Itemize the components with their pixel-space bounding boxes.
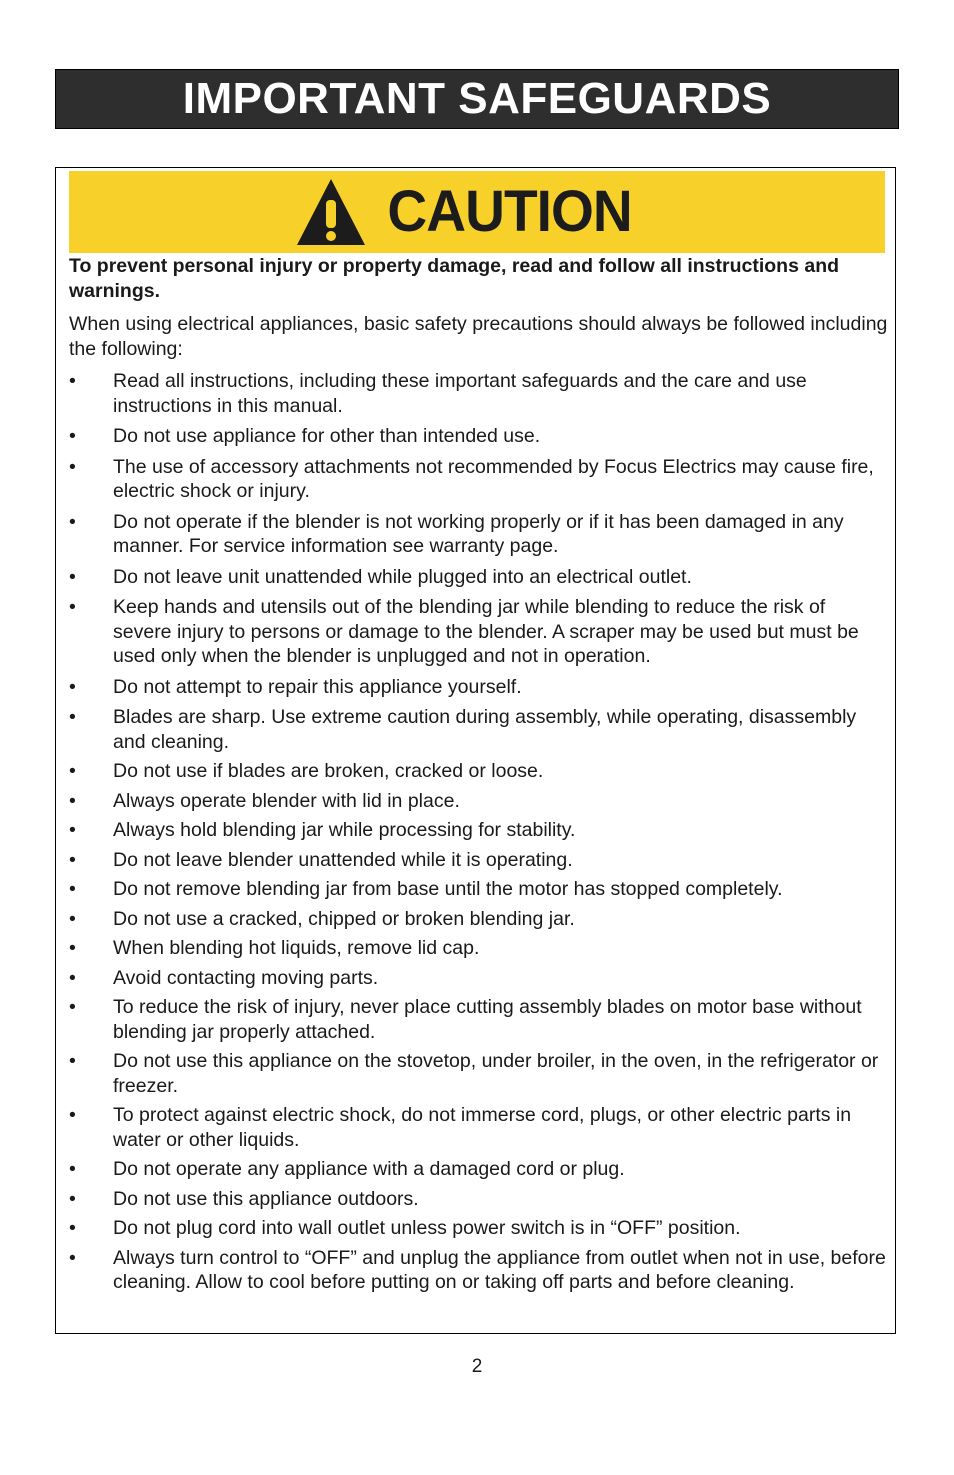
safeguards-list [69,369,889,1295]
bullet-mark: • [69,1104,76,1126]
list-item [69,907,889,932]
list-item [69,424,889,449]
list-item-text: The use of accessory attachments not recommended by Focus Electrics may cause fire, electric shock or injury. [113,455,874,502]
list-item [69,789,889,814]
list-item [69,995,889,1044]
bullet-mark: • [69,370,76,392]
list-item [69,877,889,902]
bullet-mark: • [69,455,76,478]
list-item [69,705,889,754]
bullet-mark: • [69,1187,76,1210]
list-item-text: Do not use this appliance on the stovetop, under broiler, in the oven, in the refrigerator or freezer. [113,1050,879,1097]
list-item-text: Avoid contacting moving parts. [113,966,379,989]
bullet-mark: • [69,907,76,930]
caution-inner [295,176,638,248]
bullet-mark: • [69,596,76,618]
list-item [69,675,889,700]
lead-warning: To prevent personal injury or property damage, read and follow all instructions and warnings. [69,255,840,302]
list-item [69,759,889,784]
list-item-text: When blending hot liquids, remove lid cap. [113,937,480,959]
list-item-text: Do not use a cracked, chipped or broken blending jar. [113,907,575,930]
list-item-text: Always turn control to “OFF” and unplug the appliance from outlet when not in use, before cleaning. Allow to cool before putting on or taking off parts and before cleaning. [113,1246,886,1293]
safeguards-box [55,167,896,1334]
list-item [69,1246,889,1295]
bullet-mark: • [69,1246,76,1269]
list-item [69,818,889,843]
list-item-text: Do not leave blender unattended while it is operating. [113,848,573,871]
list-item [69,565,889,590]
bullet-mark: • [69,675,76,698]
list-item-text: To reduce the risk of injury, never place cutting assembly blades on motor base without blending jar properly attached. [113,996,862,1043]
bullet-mark: • [69,1050,76,1072]
list-item [69,595,889,669]
bullet-mark: • [69,789,76,812]
list-item [69,936,889,961]
bullet-mark: • [69,425,76,447]
list-item [69,1157,889,1182]
intro-text: When using electrical appliances, basic safety precautions should always be followed including the following: [69,313,888,360]
title-bar [55,69,899,129]
list-item-text: Always hold blending jar while processing for stability. [113,819,576,841]
bullet-mark: • [69,760,76,782]
bullet-mark: • [69,937,76,959]
list-item-text: Do not remove blending jar from base until the motor has stopped completely. [113,878,783,900]
list-item-text: Do not use appliance for other than intended use. [113,425,541,447]
list-item-text: Do not use this appliance outdoors. [113,1187,419,1210]
list-item-text: Do not leave unit unattended while plugged into an electrical outlet. [113,565,692,588]
bullet-mark: • [69,878,76,900]
list-item-text: To protect against electric shock, do not immerse cord, plugs, or other electric parts in water or other liquids. [113,1104,852,1151]
caution-label: CAUTION [387,179,633,244]
page-number: 2 [471,1356,483,1377]
list-item [69,369,889,418]
list-item [69,1049,889,1098]
list-item-text: Do not use if blades are broken, cracked or loose. [113,760,544,782]
list-item [69,1216,889,1241]
bullet-mark: • [69,848,76,871]
list-item [69,455,889,504]
list-item-text: Always operate blender with lid in place. [113,789,460,812]
list-item-text: Do not attempt to repair this appliance yourself. [113,675,522,698]
bullet-mark: • [69,565,76,588]
bullet-mark: • [69,966,76,989]
bullet-mark: • [69,510,76,533]
list-item-text: Do not plug cord into wall outlet unless power switch is in “OFF” position. [113,1217,741,1239]
list-item-text: Blades are sharp. Use extreme caution during assembly, while operating, disassembly and cleaning. [113,706,857,753]
list-item [69,510,889,559]
bullet-mark: • [69,1158,76,1180]
bullet-mark: • [69,1217,76,1239]
page-title: IMPORTANT SAFEGUARDS [182,74,772,123]
bullet-mark: • [69,996,76,1018]
list-item-text: Do not operate if the blender is not working properly or if it has been damaged in any manner. For service information see warranty page. [113,510,844,557]
warning-triangle-icon [295,176,367,248]
bullet-mark: • [69,819,76,841]
list-item [69,966,889,991]
list-item [69,848,889,873]
list-item-text: Read all instructions, including these important safeguards and the care and use instructions in this manual. [113,370,807,417]
list-item [69,1187,889,1212]
list-item-text: Keep hands and utensils out of the blending jar while blending to reduce the risk of severe injury to persons or damage to the blender. A scraper may be used but must be used only when the blender is unplugged and not in operation. [113,596,859,667]
caution-banner [69,171,885,253]
list-item [69,1103,889,1152]
list-item-text: Do not operate any appliance with a damaged cord or plug. [113,1158,625,1180]
bullet-mark: • [69,706,76,728]
safeguards-content [69,254,889,1300]
